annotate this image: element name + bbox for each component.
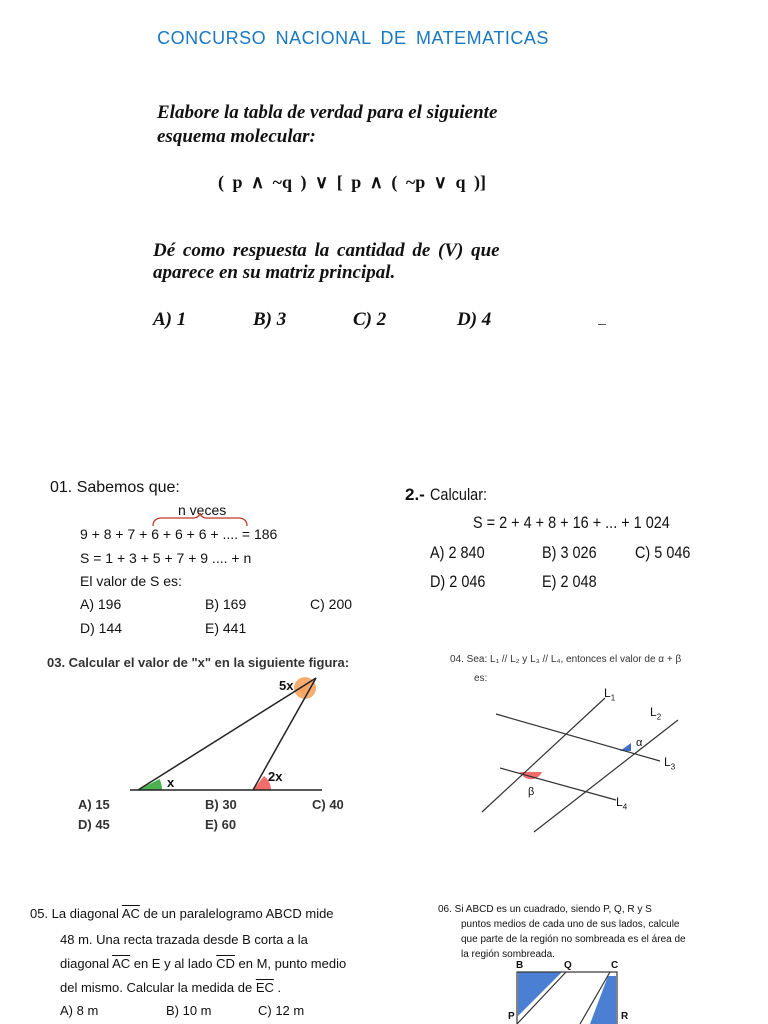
- vertex-label-r: R: [621, 1011, 629, 1022]
- problem-05: [0, 900, 400, 1024]
- line-label-l2: $L_2$: [650, 705, 662, 722]
- problem-04-line1: 04. Sea: L₁ // L₂ y L₃ // L₄, entonces el valor de α + β: [450, 654, 682, 665]
- problem-05-line1: 05. La diagonal $\overline{AC}$ de un paralelogramo ABCD mide: [30, 906, 334, 921]
- problem-01-option-e: E) 441: [205, 620, 247, 636]
- problem-04: [440, 650, 768, 840]
- problem-05-option-b: B) 10 m: [166, 1003, 212, 1018]
- line-label-l3: $L_3$: [664, 755, 676, 772]
- vertex-label-p: P: [508, 1011, 515, 1022]
- problem-01-equation1: 9 + 8 + 7 + 6 + 6 + 6 + .... = 186: [80, 526, 278, 542]
- problem-05-line3: diagonal $\overline{AC}$ en E y al lado $\overline{CD}$ en M, punto medio: [60, 956, 347, 971]
- problem-05-line2: 48 m. Una recta trazada desde B corta a la: [60, 932, 308, 947]
- problem-01-option-a: A) 196: [80, 596, 122, 612]
- angle-label-x: x: [167, 775, 175, 790]
- square-figure: [430, 900, 768, 1024]
- problem-02-option-a: A) 2 840: [430, 543, 485, 562]
- stray-mark: [598, 324, 606, 325]
- problem-02-heading-text: Calcular:: [429, 485, 487, 504]
- problem-06-line3: que parte de la región no sombreada es el área de: [461, 934, 686, 945]
- problem-01: [0, 470, 390, 645]
- problem-06: [430, 900, 768, 1024]
- problem-02-heading: [405, 485, 497, 505]
- problem-02-option-b: B) 3 026: [542, 543, 597, 562]
- problem-05-option-c: C) 12 m: [258, 1003, 305, 1018]
- problem-01-equation2: S = 1 + 3 + 5 + 7 + 9 .... + n: [80, 550, 252, 566]
- problem-01-heading: 01. Sabemos que:: [50, 479, 180, 496]
- problem-03: [0, 650, 400, 840]
- problem-01-brace-label: n veces: [178, 502, 227, 518]
- problem-02-option-e: E) 2 048: [542, 572, 597, 591]
- logic-question-line2: aparece en su matriz principal.: [153, 262, 396, 283]
- problem-03-option-d: D) 45: [78, 817, 110, 832]
- problem-05-line4: del mismo. Calcular la medida de $\overline{EC}$ .: [60, 980, 282, 995]
- logic-instruction-line1: Elabore la tabla de verdad para el siguiente: [157, 102, 498, 123]
- problem-02-option-d: D) 2 046: [430, 572, 486, 591]
- problem-03-option-a: A) 15: [78, 797, 110, 812]
- line-label-l4: $L_4$: [616, 795, 628, 812]
- angle-label-2x: 2x: [268, 769, 283, 784]
- problem-05-option-a: A) 8 m: [60, 1003, 99, 1018]
- problem-01-option-d: D) 144: [80, 620, 123, 636]
- logic-formula: ( p ∧ ~q ) ∨ [ p ∧ ( ~p ∨ q )]: [218, 172, 486, 192]
- angle-label-5x: 5x: [279, 678, 294, 693]
- logic-option-b: B) 3: [253, 309, 287, 330]
- line-label-l1: $L_1$: [604, 686, 616, 703]
- logic-option-d: D) 4: [457, 309, 492, 330]
- problem-02-number: 2.-: [405, 485, 425, 504]
- angle-label-beta: β: [528, 786, 535, 798]
- vertex-label-b: B: [516, 960, 524, 971]
- problem-06-line4: la región sombreada.: [461, 949, 555, 960]
- problem-02-option-c: C) 5 046: [635, 543, 691, 562]
- logic-instruction-line2: esquema molecular:: [157, 126, 316, 147]
- problem-02: [390, 470, 768, 600]
- problem-01-option-c: C) 200: [310, 596, 353, 612]
- logic-problem: [0, 0, 768, 340]
- vertex-label-c: C: [611, 960, 619, 971]
- problem-04-line2: es:: [474, 673, 488, 684]
- vertex-label-q: Q: [564, 960, 572, 971]
- logic-option-c: C) 2: [353, 309, 387, 330]
- problem-02-equation: S = 2 + 4 + 8 + 16 + ... + 1 024: [473, 513, 670, 532]
- problem-01-option-b: B) 169: [205, 596, 247, 612]
- problem-01-question: El valor de S es:: [80, 573, 182, 589]
- problem-03-heading: 03. Calcular el valor de "x" en la siguiente figura:: [47, 655, 350, 670]
- angle-label-alpha: α: [636, 737, 643, 749]
- problem-06-line1: 06. Si ABCD es un cuadrado, siendo P, Q, R y S: [438, 904, 652, 915]
- logic-option-a: A) 1: [153, 309, 187, 330]
- problem-03-option-c: C) 40: [312, 797, 344, 812]
- logic-question-line1: Dé como respuesta la cantidad de (V) que: [153, 240, 500, 261]
- problem-06-line2: puntos medios de cada uno de sus lados, calcule: [461, 919, 680, 930]
- problem-03-option-b: B) 30: [205, 797, 237, 812]
- page-header-title: CONCURSO NACIONAL DE MATEMATICAS: [157, 28, 549, 48]
- problem-03-option-e: E) 60: [205, 817, 237, 832]
- parallel-lines-figure: [440, 650, 768, 840]
